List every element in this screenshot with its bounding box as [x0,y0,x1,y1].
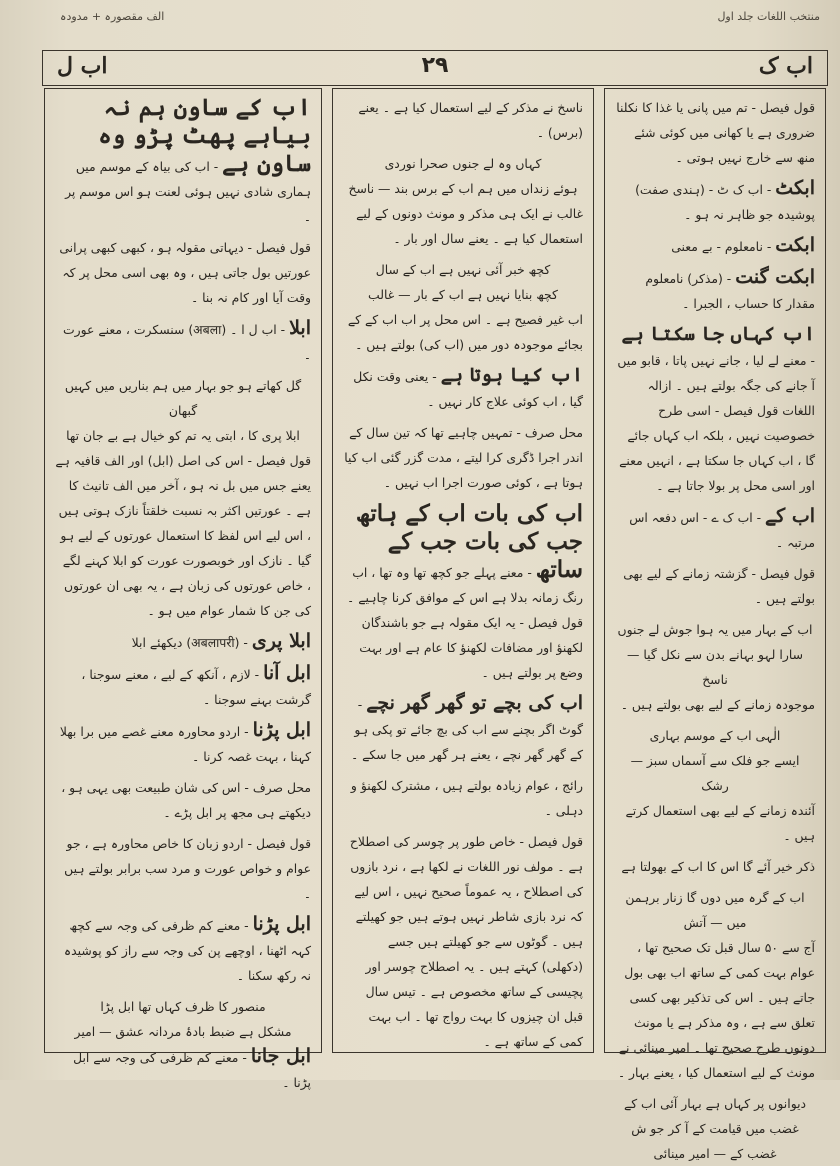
verse-line: ابلا پری کا ، ابتی یہ تم کو خیال ہے بے جان تھا [66,428,300,443]
verse-line: گل کھاتے ہو جو بہار میں ہم بناریں میں کہیں گبھان [64,378,302,418]
entry-headword: ابکٹ [775,177,815,199]
verse-line: مشکل ہے ضبط بادۂ مردانہ عشق — امیر [74,1024,292,1039]
verse-line: کہاں وہ لے جنوں صحرا نوردی [384,156,542,171]
dictionary-entry [615,935,815,1085]
entry-text: گوٹ اگر بچنے سے اب کی بچ جائے تو پکی ہو کے گھر گھر نچے ، یعنے ہر گھر میں جا سکے ۔ [350,722,583,762]
entry-text: معنے کم ظرفی کی وجہ سے ابل پڑنا ۔ [73,1050,311,1090]
entry-text: نامعلوم - بے معنی [671,239,763,254]
entry-text: قول فیصل - اردو زبان کا خاص محاورہ ہے ، جو عوام و خواص عورت و مرد سب برابر بولتے ہیں ۔ [64,836,311,901]
dictionary-entry: ابکت - نامعلوم - بے معنی [671,234,815,256]
entry-headword: اب کیا ہوتا ہے [440,364,583,386]
entry-headword: ابکت [775,234,815,256]
verse-line: الٰہی اب کے موسم بہاری [649,728,781,743]
entry-text: قول فیصل - دیہاتی مقولہ ہو ، کبھی کبھی پرانی عورتیں بول جاتی ہیں ، وہ بھی اسی محل پر کہ وقت آیا اور کام نہ بنا ۔ [59,240,311,305]
dictionary-entry: اب کی بات اب کے ہاتھ جب کی بات جب کے ساتھ - معنے پہلے جو کچھ تھا وہ تھا ، اب رنگ زمانہ بدلا ہے اس کے موافق کرنا چاہیے ۔ قول فیصل - یہ ایک مقولہ ہے جو باشندگان لکھنؤ اور مضافات لکھنؤ کا عام ہے اور بہت وضع پر بولتے ہیں ۔ [347,500,583,680]
entry-text: محل صرف - اس کی شان طبیعت بھی یہی ہو ، دیکھتے ہی مجھ پر ابل پڑے ۔ [61,780,311,820]
entry-headword: اب کی بات اب کے ہاتھ جب کی بات جب کے ساتھ [355,500,583,583]
section-note: الف مقصورہ + مدودہ [60,10,165,23]
dictionary-entry [343,773,583,823]
dictionary-entry [55,831,311,906]
header-left-word: اب ل [57,53,108,79]
entry-headword: اب کہاں جا سکتا ہے [621,323,815,345]
verse-line: منصور کا ظرف کہاں تھا ابل پڑا [100,999,266,1014]
dictionary-entry [343,420,583,495]
dictionary-entry [343,307,583,357]
dictionary-entry: اب کے ساون ہم نہ بیاہے پھٹ پڑو وہ ساون ہے - اب کی بیاہ کے موسم میں ہماری شادی نہیں ہوئی لعنت ہو اس موسم پر ۔ [65,94,311,224]
entry-headword: ابکت گنت [735,266,815,288]
entry-headword: ابلا [289,317,311,339]
entry-text: معنے کم ظرفی کی وجہ سے کچھ کہہ اٹھنا ، اوچھے پن کی وجہ سے راز کو پوشیدہ نہ رکھ سکنا ۔ [63,918,311,983]
verse-line: ہوئے زنداں میں ہم اب کے برس بند — ناسخ [348,181,578,196]
dictionary-entry: اب کی بچے تو گھر گھر نچے - گوٹ اگر بچنے سے اب کی بچ جائے تو پکی ہو کے گھر گھر نچے ، یعنے ہر گھر میں جا سکے ۔ [350,692,583,762]
entry-headword: ابل پڑنا [252,719,311,741]
entry-text: آئندہ زمانے کے لیے بھی استعمال کرتے ہیں ۔ [625,803,815,843]
entry-headword: اب کے [765,505,815,527]
dictionary-entry: ابل پڑنا - اردو محاورہ معنے غصے میں برا بھلا کہنا ، بہت غصہ کرنا ۔ [59,719,311,764]
dictionary-entry: ابکٹ - اب ک ٹ - (ہندی صفت) پوشیدہ جو ظاہر نہ ہو ۔ [635,177,815,222]
entry-text: معنے لے لیا ، جانے نہیں پاتا ، قابو میں آ جانے کی جگہ بولتے ہیں ۔ ازالہ اللغات قول فیصل - اسی طرح خصوصیت نہیں ، بلکہ اب کہاں جائے گا ، اب کہاں جا سکتا ہے ، انہیں معنے اور اسی محل پر بولا جاتا ہے ۔ [617,353,815,493]
entry-text: اب ل ا ۔ (अबला) سنسکرت ، معنے عورت ۔ [63,322,311,362]
verse-line: غضب میں قیامت کے آ کر جو ش غضب کے — امیر مینائی [631,1121,799,1161]
entry-text: اب غیر فصیح ہے ۔ اس محل پر اب اب کے کے بجائے موجودہ دور میں (اب کی) بولتے ہیں ۔ [347,312,583,352]
column-middle [332,88,594,1053]
entry-text: ذکر خیر آئے گا اس کا اب کے بھولتا ہے [621,859,815,874]
verse-line: کچھ خبر آئی نہیں ہے اب کے سال [375,262,551,277]
dictionary-entry: اب کہاں جا سکتا ہے - معنے لے لیا ، جانے نہیں پاتا ، قابو میں آ جانے کی جگہ بولتے ہیں ۔ ازالہ اللغات قول فیصل - اسی طرح خصوصیت نہیں ، بلکہ اب کہاں جائے گا ، اب کہاں جا سکتا ہے ، انہیں معنے اور اسی محل پر بولا جاتا ہے ۔ [617,323,815,493]
dictionary-entry [343,201,583,251]
dictionary-entry: ابل جانا - معنے کم ظرفی کی وجہ سے ابل پڑنا ۔ [73,1045,311,1090]
entry-text: قول فیصل - خاص طور پر چوسر کی اصطلاح ہے ۔ مولف نور اللغات نے لکھا ہے ، نرد بازوں کی اصطلاح ، یہ عموماً صحیح نہیں ، اس لیے کہ نرد بازی شاطر نہیں ہوتے ہیں جو کھیلتے ہیں ۔ گوٹوں سے جو کھیلتے ہیں جسے (دکھلی) کہتے ہیں ۔ یہ اصطلاح چوسر اور پچیسی کے ساتھ مخصوص ہے ۔ تیس سال قبل ان چیزوں کا بہت رواج تھا ۔ اب بہت کمی کے ساتھ ہے ۔ [349,834,583,1049]
entry-headword: اب کے ساون ہم نہ بیاہے پھٹ پڑو وہ ساون ہے [98,94,311,177]
entry-text: موجودہ زمانے کے لیے بھی بولتے ہیں ۔ [620,697,815,712]
verse-line: اب کے گرہ میں دوں گا زنار برہمن میں — آتش [625,890,805,930]
dictionary-entry [55,448,311,623]
dictionary-entry [343,829,583,1054]
entry-headword: اب کی بچے تو گھر گھر نچے [366,692,583,714]
entry-text: اب ک ٹ - (ہندی صفت) پوشیدہ جو ظاہر نہ ہو ۔ [635,182,815,222]
verse-line: ایسے جو فلک سے آسماں سبز — رشک [630,753,800,793]
header-right-word: اب ک [758,53,813,79]
dictionary-entry [55,775,311,825]
entry-headword: ابلا پری [251,630,311,652]
dictionary-entry: ابلا پری - (अबलापरी) دیکھئے ابلا [131,630,311,652]
entry-text: لازم ، آنکھ کے لیے ، معنے سوجنا ، گرشت بہنے سوجنا ۔ [81,667,311,707]
dictionary-entry: اب کیا ہوتا ہے - یعنی وقت نکل گیا ، اب کوئی علاج کار نہیں ۔ [353,364,583,409]
entry-text: قول فیصل - اس کی اصل (ابل) اور الف قافیہ ہے یعنے جس میں بل نہ ہو ، آخر میں الف تانیث کا ہے ۔ عورتیں اکثر بہ نسبت خلقتاً نازک ہوتی ہیں ، اس لیے اس لفظ کا استعمال عورتوں کے لیے ہو گیا ۔ نازک اور خوبصورت عورت کو ابلا کہنے لگے ، خاص عورتوں کی زبان ہے ، یہ بھی ان عورتوں کی جن کا شمار عوام میں ہو ۔ [55,453,311,618]
page-number: ۲۹ [421,53,449,78]
entry-text: یعنی وقت نکل گیا ، اب کوئی علاج کار نہیں ۔ [353,369,583,409]
book-title-note: منتخب اللغات جلد اول [717,10,820,23]
entry-headword: ابل جانا [250,1045,311,1067]
page-header [42,50,828,86]
entry-text: غالب نے ایک ہی مذکر و مونث دونوں کے لیے استعمال کیا ہے ۔ یعنے سال اور بار ۔ [356,206,583,246]
entry-headword: ابل پڑنا [252,913,311,935]
entry-text: (अबलापरी) دیکھئے ابلا [131,635,240,650]
column-left [44,88,322,1090]
entry-text: اب ک ے - اس دفعہ اس مرتبہ ۔ [629,510,815,550]
dictionary-entry [55,235,311,310]
dictionary-entry: ابل آنا - لازم ، آنکھ کے لیے ، معنے سوجنا ، گرشت بہنے سوجنا ۔ [81,662,311,707]
entry-text: اب کی بیاہ کے موسم میں ہماری شادی نہیں ہوئی لعنت ہو اس موسم پر ۔ [65,159,311,224]
entry-text: قول فیصل - تم میں پانی یا غذا کا نکلنا ضروری ہے یا کھانی میں کوئی شئے منھ سے خارج نہیں ہوتی ۔ [616,100,815,165]
dictionary-entry [615,798,815,848]
verse-line: کچھ بنایا نہیں ہے اب کے بار — غالب [368,287,558,302]
entry-text: معنے پہلے جو کچھ تھا وہ تھا ، اب رنگ زمانہ بدلا ہے اس کے موافق کرنا چاہیے ۔ قول فیصل - یہ ایک مقولہ ہے جو باشندگان لکھنؤ اور مضافات لکھنؤ کا عام ہے اور بہت وضع پر بولتے ہیں ۔ [347,565,583,680]
dictionary-entry [615,561,815,611]
dictionary-entry [615,95,815,170]
entry-text: محل صرف - تمہیں چاہیے تھا کہ تین سال کے اندر اجرا ڈگری کرا لیتے ، مدت گزر گئی اب کیا ہوتا ہے ، کوئی صورت اجرا اب نہیں ۔ [344,425,583,490]
entry-text: (مذکر) نامعلوم مقدار کا حساب ، الجبرا ۔ [645,271,815,311]
entry-text: اردو محاورہ معنے غصے میں برا بھلا کہنا ، بہت غصہ کرنا ۔ [59,724,311,764]
dictionary-entry: اب کے - اب ک ے - اس دفعہ اس مرتبہ ۔ [629,505,815,550]
dictionary-entry [343,95,583,145]
dictionary-entry: ابل پڑنا - معنے کم ظرفی کی وجہ سے کچھ کہہ اٹھنا ، اوچھے پن کی وجہ سے راز کو پوشیدہ نہ رکھ سکنا ۔ [63,913,311,983]
entry-text: قول فیصل - گزشتہ زمانے کے لیے بھی بولتے ہیں ۔ [623,566,815,606]
dictionary-entry [615,692,815,717]
dictionary-entry: ابلا - اب ل ا ۔ (अबला) سنسکرت ، معنے عورت ۔ [63,317,311,362]
verse-line: اب کے بہار میں یہ ہوا جوش لے جنوں [617,622,813,637]
entry-text: آج سے ۵۰ سال قبل تک صحیح تھا ، عوام بہت کمی کے ساتھ اب بھی بول جاتے ہیں ۔ اس کی تذکیر بھی کسی تعلق سے ہے ، وہ مذکر ہے یا مونث دونوں طرح صحیح تھا ۔ امیر مینائی نے مونث کے لیے استعمال کیا ، یعنے بہار ۔ [617,940,815,1080]
entry-text: ناسخ نے مذکر کے لیے استعمال کیا ہے ۔ یعنے (برس) ۔ [358,100,583,140]
verse-line: سارا لہو بہانے بدن سے نکل گیا — ناسخ [627,647,803,687]
entry-headword: ابل آنا [263,662,311,684]
verse-line: دیوانوں پر کہاں ہے بہار آئی اب کے [623,1096,807,1111]
column-right [604,88,826,1161]
entry-text: رائج ، عوام زیادہ بولتے ہیں ، مشترک لکھنؤ و دہلی ۔ [350,778,583,818]
dictionary-entry [615,854,815,879]
dictionary-entry: ابکت گنت - (مذکر) نامعلوم مقدار کا حساب ، الجبرا ۔ [645,266,815,311]
